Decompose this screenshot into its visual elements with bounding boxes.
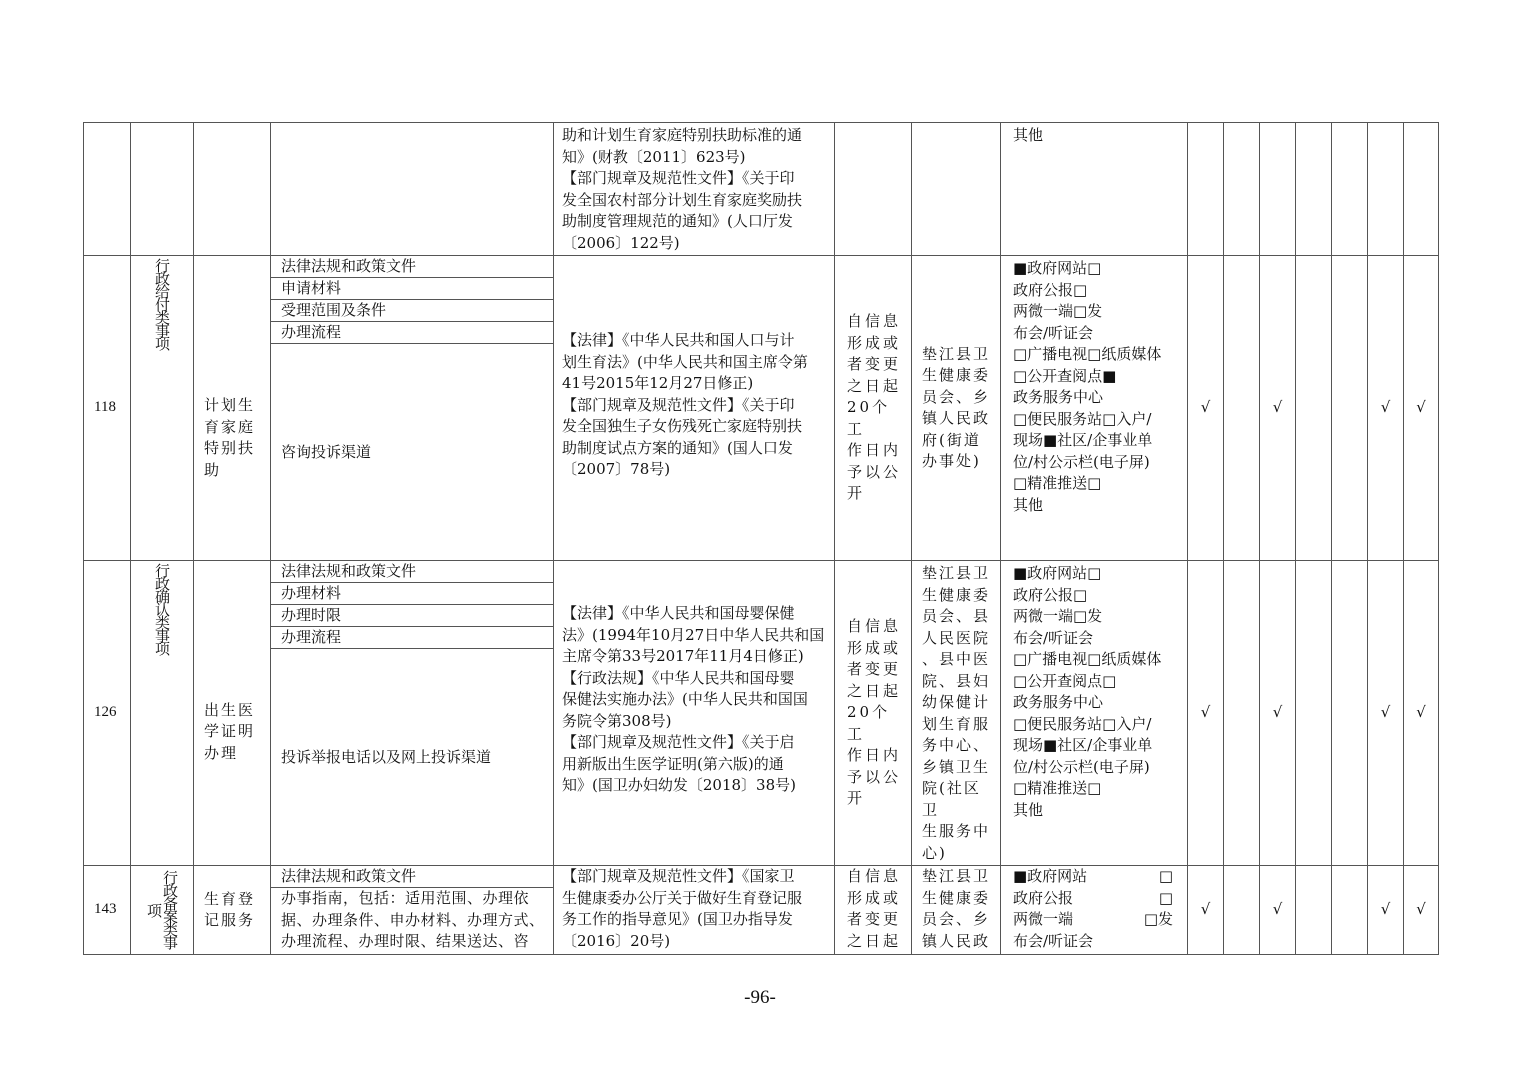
check-mark xyxy=(1332,561,1368,866)
time-line: 予以公 xyxy=(847,462,902,481)
basis-line: 划生育法》(中华人民共和国主席令第 xyxy=(562,352,808,371)
basis-line: 主席令第33号2017年11月4日修正) xyxy=(562,647,804,665)
sub-item: 办理时限 xyxy=(271,605,553,627)
time-line: 20个工 xyxy=(847,703,891,743)
basis-line: 知》(财教〔2011〕623号) xyxy=(562,147,746,166)
check-mark: √ xyxy=(1404,256,1439,561)
check-mark: √ xyxy=(1188,561,1224,866)
check-cell xyxy=(1188,123,1224,256)
channel-line: 现场■社区/企事业单 xyxy=(1013,431,1153,449)
channel-line: ■政府网站□ xyxy=(1013,259,1102,277)
sub-item: 受理范围及条件 xyxy=(271,300,553,322)
channel-line: □广播电视□纸质媒体 xyxy=(1013,650,1162,668)
basis-line: 保健法实施办法》(中华人民共和国国 xyxy=(562,690,808,708)
item-name: 出生医学证明办理 xyxy=(194,561,271,866)
channel-line: 其他 xyxy=(1013,495,1044,514)
check-mark: √ xyxy=(1368,561,1404,866)
check-mark xyxy=(1332,256,1368,561)
channel-line: ■政府网站□ xyxy=(1013,564,1102,582)
channel-line: 政务服务中心 xyxy=(1013,693,1104,711)
check-mark: √ xyxy=(1188,866,1224,955)
subject-line: 垫江县卫 xyxy=(922,867,991,885)
sub-item: 咨询投诉渠道 xyxy=(281,442,372,461)
channel-line: 政务服务中心 xyxy=(1013,388,1104,406)
subject-line: 务中心、 xyxy=(922,736,991,754)
item-name: 生育登记服务 xyxy=(194,866,271,955)
time-line: 者变更 xyxy=(847,355,902,374)
basis-cell xyxy=(554,256,835,561)
channel-line: 布会/听证会 xyxy=(1013,931,1094,950)
time-line: 开 xyxy=(847,484,866,503)
check-mark xyxy=(1224,866,1260,955)
subject-cell xyxy=(912,866,1001,955)
category-cell xyxy=(131,561,194,866)
row-number: 143 xyxy=(84,866,131,955)
subject-line: 心) xyxy=(922,843,947,862)
check-mark xyxy=(1224,561,1260,866)
subject-line: 府(街道 xyxy=(922,430,981,449)
basis-line: 发全国独生子女伤残死亡家庭特别扶 xyxy=(562,417,803,435)
category-label: 行政备案类事项 xyxy=(145,870,179,948)
check-mark xyxy=(1224,256,1260,561)
sub-items-cell xyxy=(271,866,554,955)
subject-line: 垫江县卫 xyxy=(922,564,991,582)
channel-line: □精准推送□ xyxy=(1013,779,1102,797)
row-number: 126 xyxy=(84,561,131,866)
item-name xyxy=(194,123,271,256)
check-mark: √ xyxy=(1260,561,1296,866)
sub-item: 办事指南，包括：适用范围、办理依据、办理条件、申办材料、办理方式、办理流程、办理时限、结果送达、咨 xyxy=(281,889,545,950)
time-limit-cell xyxy=(835,866,912,955)
subject-line: 员会、县 xyxy=(922,607,991,625)
basis-cell xyxy=(554,123,835,256)
check-cell xyxy=(1332,123,1368,256)
subject-line: 垫江县卫 xyxy=(922,344,991,363)
channel-line: □公开查阅点■ xyxy=(1013,366,1117,385)
time-line: 予以公 xyxy=(847,767,902,786)
channel-line: 布会/听证会 xyxy=(1013,323,1094,342)
time-line: 之日起 xyxy=(847,931,902,950)
channel-line: 布会/听证会 xyxy=(1013,628,1094,647)
check-mark: √ xyxy=(1404,561,1439,866)
time-line: 形成或 xyxy=(847,333,902,352)
subject-line: 幼保健计 xyxy=(922,693,991,711)
basis-line: 生健康委办公厅关于做好生育登记服 xyxy=(562,888,803,907)
check-mark: √ xyxy=(1188,256,1224,561)
check-mark xyxy=(1332,866,1368,955)
time-line: 形成或 xyxy=(847,638,902,657)
time-line: 之日起 xyxy=(847,376,902,395)
sub-items-cell xyxy=(271,123,554,256)
sub-item: 办理流程 xyxy=(271,322,553,344)
basis-line: 助制度管理规范的通知》(人口厅发 xyxy=(562,212,793,230)
channel-line: □精准推送□ xyxy=(1013,474,1102,492)
subject-line: 办事处) xyxy=(922,452,981,470)
basis-line: 【法律】《中华人民共和国人口与计 xyxy=(562,331,795,349)
sub-item: 办理流程 xyxy=(271,627,553,649)
subject-line: 员会、乡 xyxy=(922,387,991,406)
basis-line: 务院令第308号) xyxy=(562,711,672,730)
channel-line: 两微一端 □发 xyxy=(1013,910,1173,928)
category-label: 行政确认类事项 xyxy=(153,563,171,654)
basis-line: 〔2006〕122号) xyxy=(562,233,680,252)
basis-line: 发全国农村部分计划生育家庭奖励扶 xyxy=(562,190,803,209)
category-cell xyxy=(131,256,194,561)
channel-line: 其他 xyxy=(1013,126,1044,144)
time-line: 者变更 xyxy=(847,910,902,928)
channel-line: 政府公报 □ xyxy=(1013,888,1173,907)
time-line: 自信息 xyxy=(847,617,902,636)
time-line: 20个工 xyxy=(847,398,891,438)
check-cell xyxy=(1296,123,1332,256)
check-mark: √ xyxy=(1368,866,1404,955)
basis-line: 助和计划生育家庭特别扶助标准的通 xyxy=(562,126,803,144)
table-row xyxy=(84,866,1439,955)
subject-line: 院(社区卫 xyxy=(922,779,981,819)
check-cell xyxy=(1260,123,1296,256)
basis-line: 法》(1994年10月27日中华人民共和国 xyxy=(562,625,825,644)
subject-line: 人民医院 xyxy=(922,628,991,647)
subject-line: 乡镇卫生 xyxy=(922,757,991,776)
table-row xyxy=(84,256,1439,561)
subject-line: 生健康委 xyxy=(922,366,991,384)
check-mark xyxy=(1296,561,1332,866)
item-name: 计划生育家庭特别扶助 xyxy=(194,256,271,561)
basis-line: 【部门规章及规范性文件】《关于启 xyxy=(562,733,795,751)
check-mark: √ xyxy=(1368,256,1404,561)
basis-cell xyxy=(554,866,835,955)
subject-line: 镇人民政 xyxy=(922,931,991,950)
disclosure-table xyxy=(83,122,1439,955)
basis-line: 【部门规章及规范性文件】《关于印 xyxy=(562,169,795,187)
check-mark xyxy=(1296,256,1332,561)
category-label: 行政给付类事项 xyxy=(153,258,171,349)
subject-line: 、县中医 xyxy=(922,650,991,668)
check-mark xyxy=(1296,866,1332,955)
channel-line: □广播电视□纸质媒体 xyxy=(1013,345,1162,363)
check-mark: √ xyxy=(1260,866,1296,955)
check-mark: √ xyxy=(1404,866,1439,955)
subject-line: 生健康委 xyxy=(922,888,991,907)
channels-cell xyxy=(1001,561,1188,866)
channels-cell xyxy=(1001,256,1188,561)
sub-item: 法律法规和政策文件 xyxy=(271,256,553,278)
channel-line: 政府公报□ xyxy=(1013,280,1088,299)
check-cell xyxy=(1404,123,1439,256)
subject-line: 划生育服 xyxy=(922,714,991,733)
time-line: 之日起 xyxy=(847,681,902,700)
channel-line: 两微一端□发 xyxy=(1013,607,1103,625)
subject-line: 院、县妇 xyxy=(922,671,991,690)
table-row xyxy=(84,561,1439,866)
channel-line: 位/村公示栏(电子屏) xyxy=(1013,452,1150,471)
basis-line: 务工作的指导意见》(国卫办指导发 xyxy=(562,910,793,928)
channel-line: □公开查阅点□ xyxy=(1013,671,1117,690)
basis-line: 〔2007〕78号) xyxy=(562,460,671,478)
time-line: 形成或 xyxy=(847,888,902,907)
channel-line: 位/村公示栏(电子屏) xyxy=(1013,757,1150,776)
subject-cell xyxy=(912,123,1001,256)
channel-line: ■政府网站 □ xyxy=(1013,867,1173,885)
sub-item: 申请材料 xyxy=(271,278,553,300)
basis-line: 【部门规章及规范性文件】《关于印 xyxy=(562,395,795,414)
row-number xyxy=(84,123,131,256)
subject-cell xyxy=(912,561,1001,866)
time-line: 自信息 xyxy=(847,312,902,331)
sub-item: 投诉举报电话以及网上投诉渠道 xyxy=(281,747,492,766)
sub-item: 办理材料 xyxy=(271,583,553,605)
time-limit-cell xyxy=(835,256,912,561)
time-limit-cell xyxy=(835,123,912,256)
basis-line: 用新版出生医学证明(第六版)的通 xyxy=(562,754,784,773)
time-line: 者变更 xyxy=(847,660,902,679)
page-number: -96- xyxy=(744,987,776,1008)
basis-line: 知》(国卫办妇幼发〔2018〕38号) xyxy=(562,776,796,794)
category-cell xyxy=(131,866,194,955)
sub-item: 法律法规和政策文件 xyxy=(271,561,553,583)
time-line: 作日内 xyxy=(847,441,902,460)
table-row xyxy=(84,123,1439,256)
subject-line: 生服务中 xyxy=(922,822,991,840)
basis-line: 〔2016〕20号) xyxy=(562,931,671,950)
sub-items-cell xyxy=(271,561,554,866)
subject-line: 镇人民政 xyxy=(922,409,991,427)
check-cell xyxy=(1224,123,1260,256)
check-cell xyxy=(1368,123,1404,256)
channel-line: 现场■社区/企事业单 xyxy=(1013,736,1153,754)
channels-cell xyxy=(1001,123,1188,256)
row-number: 118 xyxy=(84,256,131,561)
basis-line: 41号2015年12月27日修正) xyxy=(562,374,754,392)
basis-cell xyxy=(554,561,835,866)
category-cell xyxy=(131,123,194,256)
sub-item: 法律法规和政策文件 xyxy=(271,866,553,888)
time-line: 作日内 xyxy=(847,746,902,765)
basis-line: 助制度试点方案的通知》(国人口发 xyxy=(562,438,793,457)
subject-cell xyxy=(912,256,1001,561)
check-mark: √ xyxy=(1260,256,1296,561)
time-limit-cell xyxy=(835,561,912,866)
channel-line: 两微一端□发 xyxy=(1013,302,1103,320)
subject-line: 员会、乡 xyxy=(922,910,991,928)
basis-line: 【部门规章及规范性文件】《国家卫 xyxy=(562,867,795,885)
channels-cell xyxy=(1001,866,1188,955)
time-line: 自信息 xyxy=(847,867,902,885)
time-line: 开 xyxy=(847,789,866,808)
basis-line: 【行政法规】《中华人民共和国母婴 xyxy=(562,668,795,687)
channel-line: □便民服务站□入户/ xyxy=(1013,409,1152,428)
channel-line: □便民服务站□入户/ xyxy=(1013,714,1152,733)
basis-line: 【法律】《中华人民共和国母婴保健 xyxy=(562,604,795,622)
sub-items-cell xyxy=(271,256,554,561)
channel-line: 政府公报□ xyxy=(1013,585,1088,604)
channel-line: 其他 xyxy=(1013,800,1044,819)
subject-line: 生健康委 xyxy=(922,585,991,604)
